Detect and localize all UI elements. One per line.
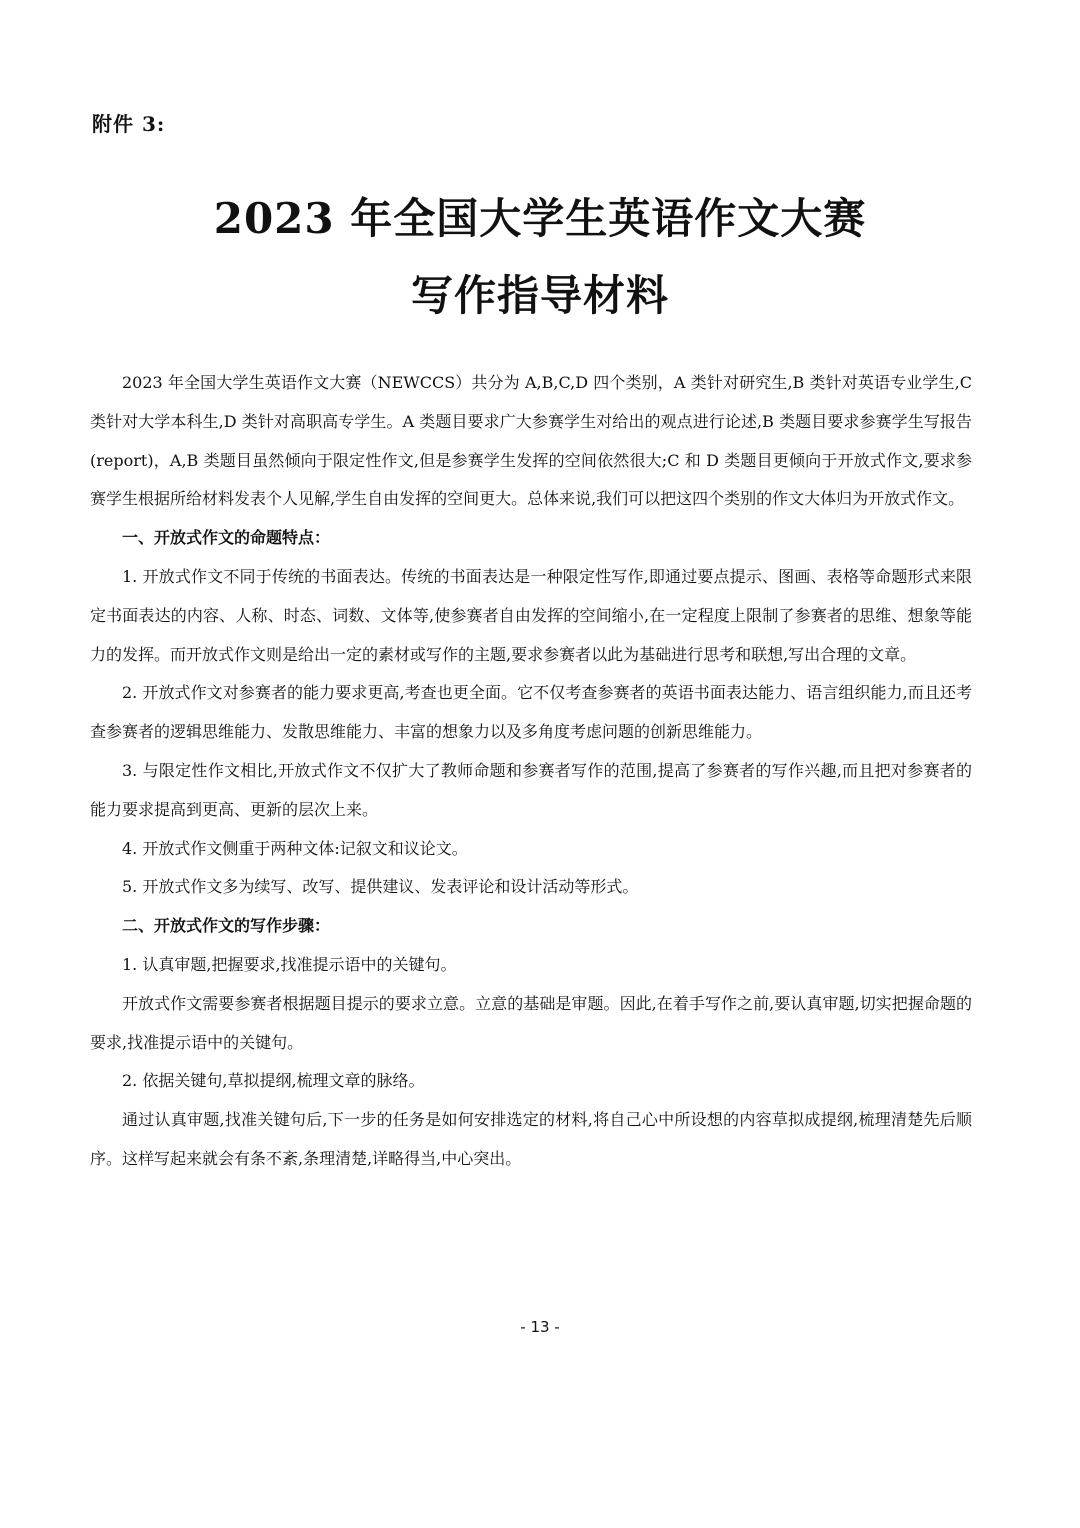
body-text [90, 364, 972, 1179]
page-number: - 13 - [520, 1318, 560, 1336]
paragraph-point-4: 4. 开放式作文侧重于两种文体:记叙文和议论文。 [122, 838, 468, 858]
attachment-label: 附件 3: [92, 112, 166, 136]
section-heading-1: 一、开放式作文的命题特点： [122, 528, 331, 548]
paragraph-step-1-detail: 开放式作文需要参赛者根据题目提示的要求立意。立意的基础是审题。因此,在着手写作之前,要认真审题,切实把握命题的要求,找准提示语中的关键句。 [90, 993, 972, 1052]
paragraph-point-1: 1. 开放式作文不同于传统的书面表达。传统的书面表达是一种限定性写作,即通过要点提示、图画、表格等命题形式来限定书面表达的内容、人称、时态、词数、文体等,使参赛者自由发挥的空间缩小,在一定程度上限制了参赛者的思维、想象等能力的发挥。而开放式作文则是给出一定的素材或写作的主题,要求参赛者以此为基础进行思考和联想,写出合理的文章。 [90, 566, 972, 664]
title-line-1: 2023 年全国大学生英语作文大赛 [213, 194, 867, 243]
title-line-2: 写作指导材料 [410, 271, 669, 320]
paragraph-point-3: 3. 与限定性作文相比,开放式作文不仅扩大了教师命题和参赛者写作的范围,提高了参赛者的写作兴趣,而且把对参赛者的能力要求提高到更高、更新的层次上来。 [90, 760, 972, 819]
paragraph-point-5: 5. 开放式作文多为续写、改写、提供建议、发表评论和设计活动等形式。 [122, 877, 639, 897]
section-heading-2: 二、开放式作文的写作步骤： [122, 916, 331, 936]
paragraph-step-1: 1. 认真审题,把握要求,找准提示语中的关键句。 [122, 954, 457, 974]
paragraph-step-2-detail: 通过认真审题,找准关键句后,下一步的任务是如何安排选定的材料,将自己心中所设想的内容草拟成提纲,梳理清楚先后顺序。这样写起来就会有条不紊,条理清楚,详略得当,中心突出。 [90, 1110, 972, 1168]
paragraph-intro: 2023 年全国大学生英语作文大赛（NEWCCS）共分为 A,B,C,D 四个类别，A 类针对研究生,B 类针对英语专业学生,C 类针对大学本科生,D 类针对高职高专学生。A 类题目要求广大参赛学生对给出的观点进行论述,B 类题目要求参赛学生写报告(report)，A,B 类题目虽然倾向于限定性作文,但是参赛学生发挥的空间依然很大;C 和 D 类题目更倾向于开放式作文,要求参赛学生根据所给材料发表个人见解,学生自由发挥的空间更大。总体来说,我们可以把这四个类别的作文大体归为开放式作文。 [90, 373, 972, 509]
paragraph-step-2: 2. 依据关键句,草拟提纲,梳理文章的脉络。 [122, 1071, 425, 1091]
paragraph-point-2: 2. 开放式作文对参赛者的能力要求更高,考查也更全面。它不仅考查参赛者的英语书面表达能力、语言组织能力,而且还考查参赛者的逻辑思维能力、发散思维能力、丰富的想象力以及多角度考虑问题的创新思维能力。 [90, 683, 972, 742]
